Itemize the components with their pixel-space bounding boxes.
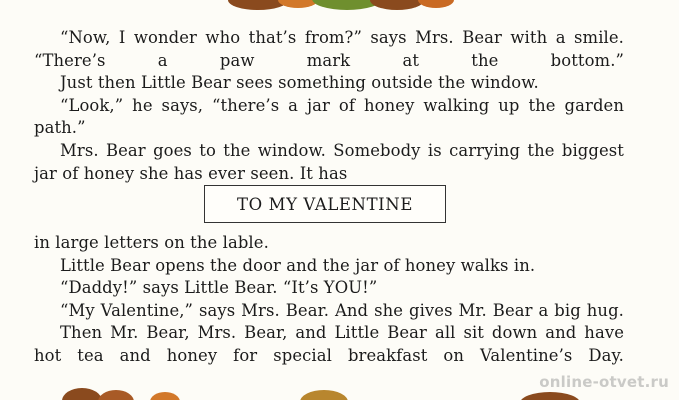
illustration-shape [370, 0, 424, 10]
illustration-shape [300, 390, 348, 400]
paragraph: “Now, I wonder who that’s from?” says Mrs. Bear with a smile. “There’s a paw mark at the bottom.” [34, 28, 624, 70]
paragraph: Little Bear opens the door and the jar of honey walks in. [60, 255, 536, 275]
story-text-bottom [34, 232, 624, 368]
paragraph: “Daddy!” says Little Bear. “It’s YOU!” [60, 278, 378, 298]
watermark: online-otvet.ru [539, 373, 669, 391]
paragraph: Then Mr. Bear, Mrs. Bear, and Little Bear all sit down and have hot tea and honey for special breakfast on Valentine’s Day. [34, 323, 624, 365]
illustration-shape [62, 388, 102, 400]
paragraph: Mrs. Bear goes to the window. Somebody is carrying the biggest jar of honey she has ever seen. It has [34, 140, 624, 183]
story-text-top [34, 27, 624, 185]
illustration-shape [418, 0, 454, 8]
illustration-shape [520, 392, 580, 400]
paragraph: Just then Little Bear sees something outside the window. [60, 73, 539, 93]
paragraph: “Look,” he says, “there’s a jar of honey walking up the garden path.” [34, 95, 624, 138]
top-illustration-strip [0, 0, 679, 12]
illustration-shape [150, 392, 180, 400]
paragraph: in large letters on the lable. [34, 233, 269, 252]
valentine-label-box: TO MY VALENTINE [204, 185, 446, 223]
illustration-shape [98, 390, 134, 400]
paragraph: “My Valentine,” says Mrs. Bear. And she gives Mr. Bear a big hug. [60, 300, 624, 320]
